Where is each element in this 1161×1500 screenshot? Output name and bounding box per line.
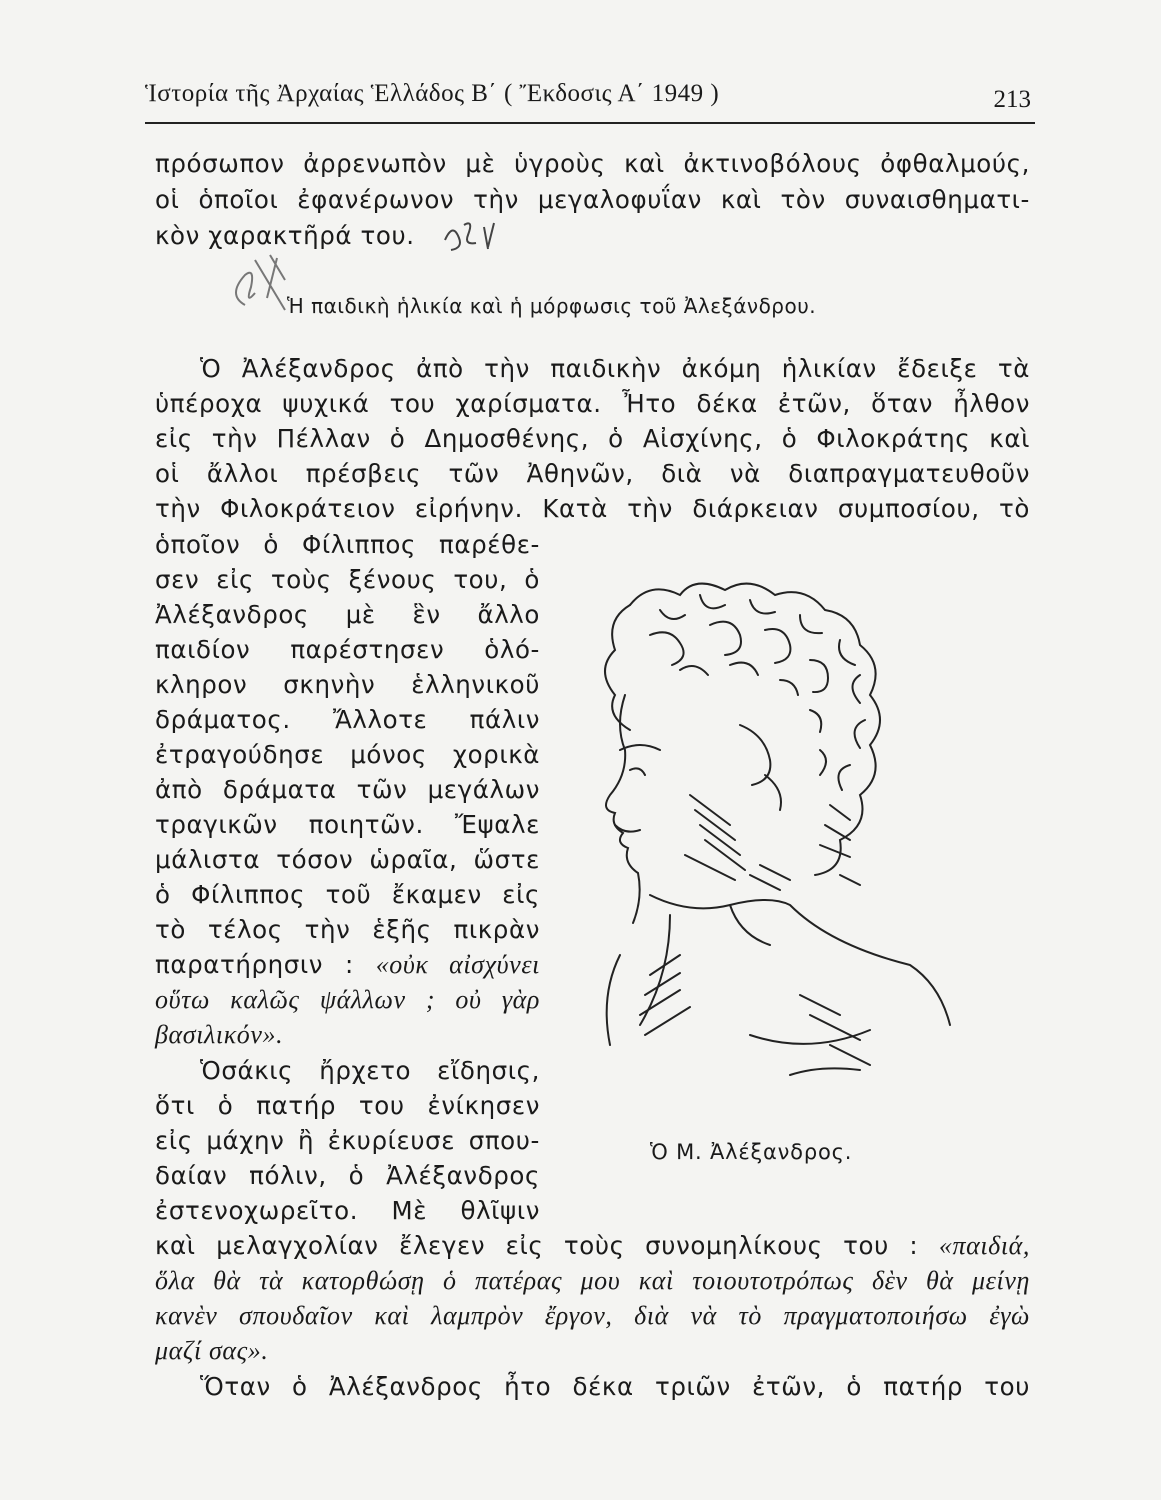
column2-line-1: Ὁσάκις ἤρχετο εἴδησις, xyxy=(200,1056,540,1085)
quote1-part-3: βασιλικόν». xyxy=(155,1020,284,1049)
column-line-3: Ἀλέξανδρος μὲ ἓν ἄλλο xyxy=(155,600,540,629)
column2-line-5: ἐστενοχωρεῖτο. Μὲ θλῖψιν xyxy=(155,1196,540,1225)
figure-caption: Ὁ Μ. Ἀλέξανδρος. xyxy=(650,1140,853,1164)
quote2-line-2: ὅλα θὰ τὰ κατορθώσῃ ὁ πατέρας μου καὶ τοιουτοτρόπως δὲν θὰ μείνῃ xyxy=(155,1266,1030,1295)
handwritten-note-icon xyxy=(440,215,520,255)
page-header xyxy=(145,78,1035,124)
quote1-part-1: «οὐκ αἰσχύνει xyxy=(375,950,540,979)
body-line-3: εἰς τὴν Πέλλαν ὁ Δημοσθένης, ὁ Αἰσχίνης, ὁ Φιλοκράτης καὶ xyxy=(155,424,1030,453)
column-line-12: τὸ τέλος τὴν ἑξῆς πικρὰν xyxy=(155,915,540,944)
section-heading: Ἡ παιδικὴ ἡλικία καὶ ἡ μόρφωσις τοῦ Ἀλεξάνδρου. xyxy=(287,294,817,318)
column-line-4: παιδίον παρέστησεν ὁλό- xyxy=(155,635,540,664)
column-line-11: ὁ Φίλιππος τοῦ ἔκαμεν εἰς xyxy=(155,880,540,909)
body-line-5: τὴν Φιλοκράτειον εἰρήνην. Κατὰ τὴν διάρκειαν συμποσίου, τὸ xyxy=(155,494,1030,523)
column2-line-4: δαίαν πόλιν, ὁ Ἀλέξανδρος xyxy=(155,1161,540,1190)
quote2-line-1 xyxy=(155,1229,1030,1263)
page-number: 213 xyxy=(993,86,1031,113)
quote2-line-3: κανὲν σπουδαῖον καὶ λαμπρὸν ἔργον, διὰ νὰ τὸ πραγματοποιήσω ἐγὼ xyxy=(155,1301,1030,1330)
column-line-1: ὁποῖον ὁ Φίλιππος παρέθε- xyxy=(155,530,540,559)
quote2-lead: καὶ μελαγχολίαν ἔλεγεν εἰς τοὺς συνομηλίκους του : xyxy=(155,1231,919,1260)
column-line-6: δράματος. Ἄλλοτε πάλιν xyxy=(155,705,540,734)
column-line-5: κληρον σκηνὴν ἑλληνικοῦ xyxy=(155,670,540,699)
quote2-start: «παιδιά, xyxy=(938,1231,1030,1260)
quote1-lead: παρατήρησιν : xyxy=(155,950,354,979)
running-title: Ἱστορία τῆς Ἀρχαίας Ἑλλάδος Β΄ ( Ἔκδοσις Α΄ 1949 ) xyxy=(145,80,720,107)
column-line-7: ἐτραγούδησε μόνος χορικὰ xyxy=(155,740,540,769)
column-line-8: ἀπὸ δράματα τῶν μεγάλων xyxy=(155,775,540,804)
body-line-1: Ὁ Ἀλέξανδρος ἀπὸ τὴν παιδικὴν ἀκόμη ἡλικίαν ἔδειξε τὰ xyxy=(200,354,1030,383)
intro-line-3: κὸν χαρακτῆρά του. xyxy=(155,221,415,250)
alexander-portrait-image xyxy=(590,575,970,1105)
closing-line: Ὅταν ὁ Ἀλέξανδρος ἦτο δέκα τριῶν ἐτῶν, ὁ πατήρ του xyxy=(200,1372,1030,1401)
body-line-2: ὑπέροχα ψυχικά του χαρίσματα. Ἦτο δέκα ἐτῶν, ὅταν ἦλθον xyxy=(155,389,1030,418)
column-line-2: σεν εἰς τοὺς ξένους του, ὁ xyxy=(155,565,540,594)
quote1-part-2: οὕτω καλῶς ψάλλων ; οὐ γὰρ xyxy=(155,985,540,1014)
column2-line-2: ὅτι ὁ πατήρ του ἐνίκησεν xyxy=(155,1091,540,1120)
body-line-4: οἱ ἄλλοι πρέσβεις τῶν Ἀθηνῶν, διὰ νὰ διαπραγματευθοῦν xyxy=(155,459,1030,488)
column2-line-3: εἰς μάχην ἢ ἐκυρίευσε σπου- xyxy=(155,1126,540,1155)
column-line-9: τραγικῶν ποιητῶν. Ἔψαλε xyxy=(155,810,540,839)
intro-line-2: οἱ ὁποῖοι ἐφανέρωνον τὴν μεγαλοφυΐαν καὶ τὸν συναισθηματι- xyxy=(155,185,1030,214)
quote1-line-1 xyxy=(155,948,540,982)
column-line-10: μάλιστα τόσον ὡραῖα, ὥστε xyxy=(155,845,540,874)
intro-line-1: πρόσωπον ἀρρενωπὸν μὲ ὑγροὺς καὶ ἀκτινοβόλους ὀφθαλμούς, xyxy=(155,149,1030,178)
quote2-line-4: μαζί σας». xyxy=(155,1336,269,1365)
